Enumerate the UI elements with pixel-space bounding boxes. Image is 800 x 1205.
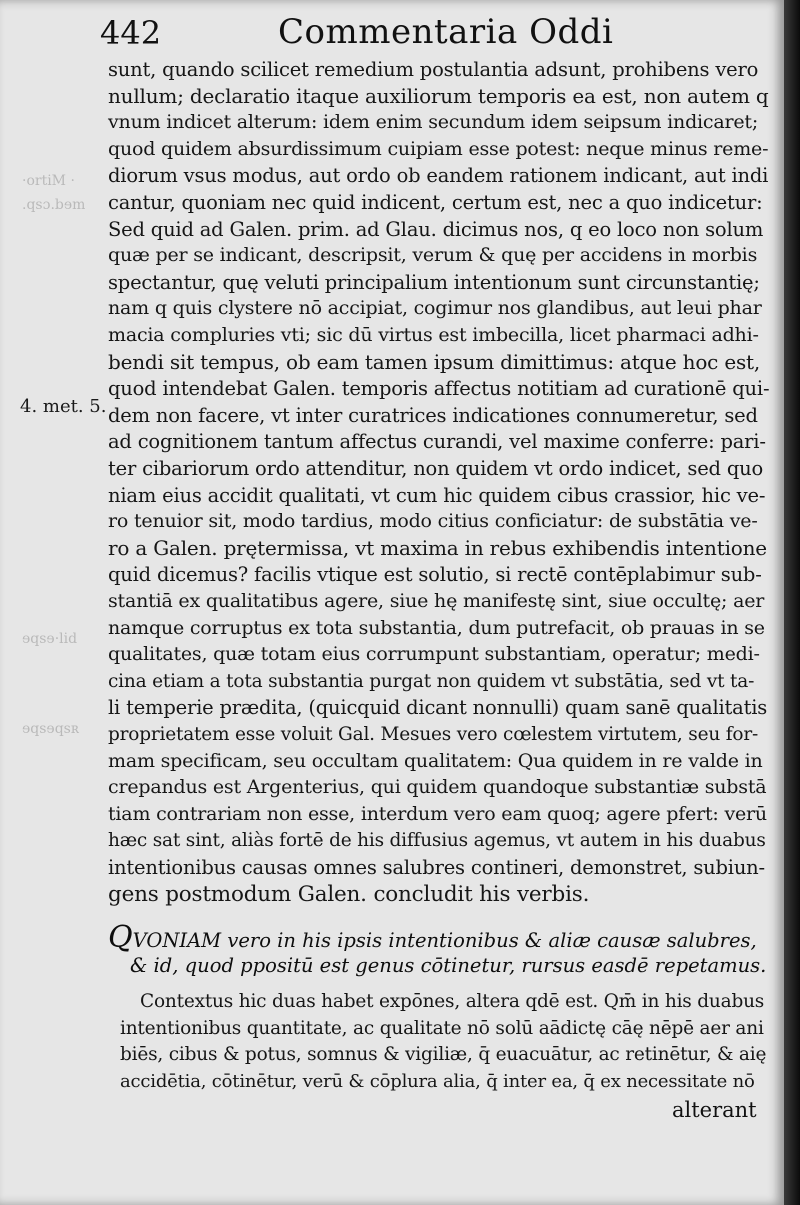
lemma-text-1: VONIAM vero in his ipsis intentionibus & aliæ causæ salubres, xyxy=(132,929,757,952)
text-line: nam q quis clystere nō accipiat, cogimur nos glandibus, aut leui phar xyxy=(108,297,762,320)
text-line: tiam contrariam non esse, interdum vero eam quoq; agere pfert: verū xyxy=(108,802,767,825)
text-line: quæ per se indicant, descripsit, verum & quę per accidens in morbis xyxy=(108,244,758,267)
margin-note: 4. met. 5. xyxy=(20,396,107,417)
page-header xyxy=(100,12,680,52)
text-line: quod intendebat Galen. temporis affectus notitiam ad curationē qui- xyxy=(108,377,770,401)
page-edge-shadow xyxy=(784,0,800,1205)
commentary-line: accidētia, cōtinētur, verū & cōplura alia, q̄ inter ea, q̄ ex necessitate nō xyxy=(120,1070,755,1092)
bleed-through-mark: ɘqsɘqsʀ xyxy=(22,721,79,737)
text-line: vnum indicet alterum: idem enim secundum idem seipsum indicaret; xyxy=(108,111,759,134)
text-line: hæc sat sint, aliàs fortē de his diffusius agemus, vt autem in his duabus xyxy=(108,830,766,852)
bleed-through-mark: ·ortiM · xyxy=(22,173,75,189)
text-line: ro a Galen. prętermissa, vt maxima in rebus exhibendis intentione xyxy=(108,535,767,560)
lemma-line xyxy=(108,920,757,955)
text-line: dem non facere, vt inter curatrices indicationes connumeretur, sed xyxy=(108,403,758,427)
commentary-line: Contextus hic duas habet expōnes, altera qdē est. Qm̄ in his duabus xyxy=(140,991,765,1012)
commentary-line: biēs, cibus & potus, somnus & vigiliæ, q̄ euacuātur, ac retinētur, & aię xyxy=(120,1044,767,1066)
text-line: stantiā ex qualitatibus agere, siue hę manifestę sint, siue occultę; aer xyxy=(108,590,765,612)
lemma-line xyxy=(130,954,766,977)
text-line: Sed quid ad Galen. prim. ad Glau. dicimus nos, q eo loco non solum xyxy=(108,217,764,241)
running-title: Commentaria Oddi xyxy=(278,12,614,52)
text-line: namque corruptus ex tota substantia, dum putrefacit, ob prauas in se xyxy=(108,616,765,639)
text-line: qualitates, quæ totam eius corrumpunt substantiam, operatur; medi- xyxy=(108,643,760,666)
text-line: cina etiam a tota substantia purgat non quidem vt substātia, sed vt ta- xyxy=(108,670,755,692)
text-line: crepandus est Argenterius, qui quidem quandoque substantiæ substā xyxy=(108,776,767,799)
text-line: niam eius accidit qualitati, vt cum hic quidem cibus crassior, hic ve- xyxy=(108,483,766,507)
text-line: proprietatem esse voluit Gal. Mesues vero cœlestem virtutem, seu for- xyxy=(108,724,759,745)
text-line: mam specificam, seu occultam qualitatem: Qua quidem in re valde in xyxy=(108,749,763,772)
text-line: ad cognitionem tantum affectus curandi, vel maxime conferre: pari- xyxy=(108,430,766,454)
lemma-text-2: & id, quod ppositū est genus cōtinetur, rursus easdē repetamus. xyxy=(130,954,767,977)
commentary-line: intentionibus quantitate, ac qualitate nō solū aādictę cāę nēpē aer ani xyxy=(120,1017,764,1039)
text-line: bendi sit tempus, ob eam tamen ipsum dimittimus: atque hoc est, xyxy=(108,349,761,374)
text-line: quod quidem absurdissimum cuipiam esse potest: neque minus reme- xyxy=(108,137,769,160)
text-line: intentionibus causas omnes salubres contineri, demonstret, subiun- xyxy=(108,856,765,879)
text-line: diorum vsus modus, aut ordo ob eandem rationem indicant, aut indi xyxy=(108,164,769,188)
text-line: li temperie prædita, (quicquid dicant nonnulli) quam sanē qualitatis xyxy=(108,696,768,720)
bleed-through-mark: ɘqsɘ·lid xyxy=(22,631,78,647)
text-line: macia compluries vti; sic dū virtus est imbecilla, licet pharmaci adhi- xyxy=(108,324,759,346)
text-line: cantur, quoniam nec quid indicent, certum est, nec a quo indicetur: xyxy=(108,191,763,214)
page-number: 442 xyxy=(100,14,162,52)
text-line: ro tenuior sit, modo tardius, modo citius conficiatur: de substātia ve- xyxy=(108,510,758,533)
text-line: spectantur, quę veluti principalium intentionum sunt circunstantię; xyxy=(108,270,760,294)
bleed-through-mark: .qsɔ.bɘm xyxy=(22,197,86,213)
catchword: alterant xyxy=(672,1098,757,1122)
text-line: nullum; declaratio itaque auxiliorum temporis ea est, non autem q xyxy=(108,83,769,108)
text-line: gens postmodum Galen. concludit his verbis. xyxy=(108,881,590,907)
text-line: sunt, quando scilicet remedium postulantia adsunt, prohibens vero xyxy=(108,58,759,81)
lemma-initial: Q xyxy=(108,920,133,955)
text-line: quid dicemus? facilis vtique est solutio, si rectē contēplabimur sub- xyxy=(108,563,762,587)
text-line: ter cibariorum ordo attenditur, non quidem vt ordo indicet, sed quo xyxy=(108,457,763,480)
